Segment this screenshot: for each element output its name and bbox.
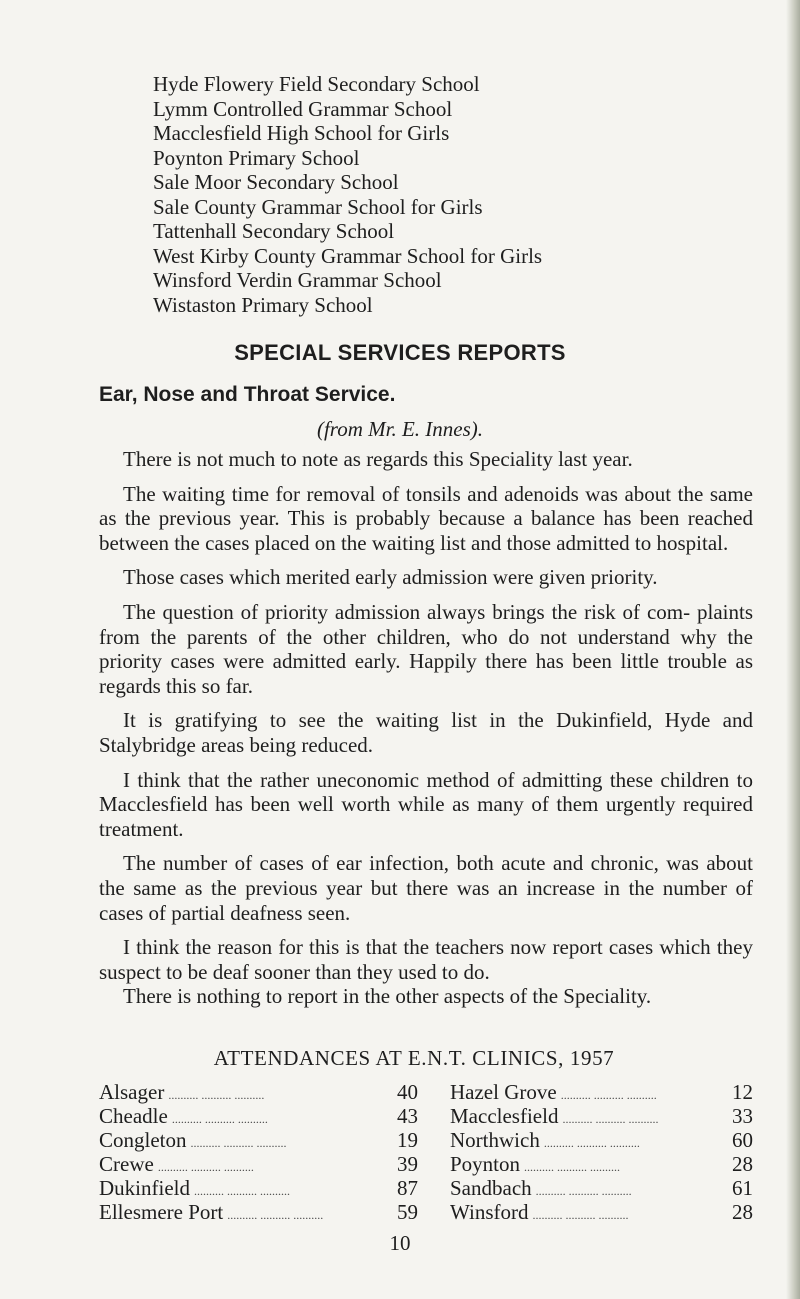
report-attribution: (from Mr. E. Innes). — [316, 417, 484, 441]
dot-leaders: .......... .......... .......... — [157, 1160, 254, 1174]
attendance-row — [450, 1176, 753, 1200]
school-item: Hyde Flowery Field Secondary School — [153, 72, 480, 96]
attendance-count: 61 — [732, 1176, 753, 1200]
clinic-town: Poynton — [450, 1152, 521, 1176]
attendance-row — [450, 1104, 753, 1128]
school-item: Sale County Grammar School for Girls — [153, 194, 483, 219]
paragraph: The question of priority admission always brings the risk of com- plaints from the parents of the other children, who do not understand why the priority cases were admitted early. Happily there has been little trouble as regards this so far. — [99, 599, 753, 698]
attendance-row — [99, 1080, 418, 1104]
dot-leaders: .......... .......... .......... — [190, 1136, 287, 1150]
attendance-count: 60 — [732, 1128, 753, 1152]
clinic-town: Hazel Grove — [450, 1080, 557, 1104]
section-title: SPECIAL SERVICES REPORTS — [234, 340, 566, 365]
attendance-count: 28 — [732, 1200, 753, 1224]
attendance-row — [99, 1128, 418, 1152]
dot-leaders: .......... .......... .......... — [562, 1112, 659, 1126]
report-body — [99, 447, 753, 1019]
school-item: Winsford Verdin Grammar School — [153, 268, 442, 292]
attendance-count: 12 — [732, 1080, 753, 1104]
dot-leaders: .......... .......... .......... — [535, 1184, 632, 1198]
dot-leaders: .......... .......... .......... — [168, 1088, 265, 1102]
paragraph: Those cases which merited early admission were given priority. — [123, 565, 658, 590]
dot-leaders: .......... .......... .......... — [227, 1208, 324, 1222]
attendance-table-title: ATTENDANCES AT E.N.T. CLINICS, 1957 — [213, 1046, 615, 1070]
attendance-column-left — [99, 1080, 418, 1224]
clinic-town: Crewe — [99, 1152, 154, 1176]
attendance-row — [99, 1152, 418, 1176]
attendance-count: 87 — [397, 1176, 418, 1200]
school-item: Poynton Primary School — [153, 145, 360, 170]
dot-leaders: .......... .......... .......... — [524, 1160, 621, 1174]
clinic-town: Cheadle — [99, 1104, 168, 1128]
attendance-count: 39 — [397, 1152, 418, 1176]
dot-leaders: .......... .......... .......... — [532, 1208, 629, 1222]
clinic-town: Alsager — [99, 1080, 165, 1104]
attendance-row — [450, 1080, 753, 1104]
clinic-town: Sandbach — [450, 1176, 532, 1200]
school-item: Sale Moor Secondary School — [153, 170, 399, 194]
dot-leaders: .......... .......... .......... — [543, 1136, 640, 1150]
paragraph: The number of cases of ear infection, both acute and chronic, was about the same as the previous year but there was an increase in the number of cases of partial deafness seen. — [99, 851, 753, 925]
school-list — [153, 72, 753, 317]
page-number: 10 — [389, 1231, 411, 1255]
attendance-count: 19 — [397, 1128, 418, 1152]
clinic-town: Ellesmere Port — [99, 1200, 224, 1224]
service-heading: Ear, Nose and Throat Service. — [99, 383, 396, 406]
attendance-count: 33 — [732, 1104, 753, 1128]
attendance-row — [99, 1104, 418, 1128]
dot-leaders: .......... .......... .......... — [171, 1112, 268, 1126]
attendance-row — [450, 1152, 753, 1176]
page-edge-shadow — [786, 0, 800, 1299]
attendance-count: 40 — [397, 1080, 418, 1104]
attendance-count: 28 — [732, 1152, 753, 1176]
clinic-town: Winsford — [450, 1200, 529, 1224]
attendance-count: 59 — [397, 1200, 418, 1224]
school-item: Wistaston Primary School — [153, 292, 373, 317]
paragraph: I think that the rather uneconomic method of admitting these children to Macclesfield has been well worth while as many of them urgently required treatment. — [99, 767, 753, 841]
attendance-row — [99, 1176, 418, 1200]
school-item: Macclesfield High School for Girls — [153, 121, 450, 145]
dot-leaders: .......... .......... .......... — [193, 1184, 290, 1198]
paragraph: There is not much to note as regards this Speciality last year. — [123, 447, 633, 471]
paragraph: I think the reason for this is that the teachers now report cases which they suspect to be deaf sooner than they used to do. — [99, 935, 753, 984]
attendance-count: 43 — [397, 1104, 418, 1128]
attendance-column-right — [450, 1080, 753, 1224]
attendance-row — [450, 1200, 753, 1224]
attendance-row — [99, 1200, 418, 1224]
clinic-town: Dukinfield — [99, 1176, 190, 1200]
school-item: Lymm Controlled Grammar School — [153, 96, 453, 121]
school-item: West Kirby County Grammar School for Girls — [153, 243, 543, 268]
school-item: Tattenhall Secondary School — [153, 219, 395, 243]
clinic-town: Macclesfield — [450, 1104, 559, 1128]
paragraph: It is gratifying to see the waiting list in the Dukinfield, Hyde and Stalybridge areas being reduced. — [99, 708, 753, 757]
paragraph: There is nothing to report in the other aspects of the Speciality. — [123, 984, 652, 1009]
paragraph: The waiting time for removal of tonsils and adenoids was about the same as the previous year. This is probably because a balance has been reached between the cases placed on the waiting list and those admitted to hospital. — [99, 481, 753, 555]
clinic-town: Congleton — [99, 1128, 187, 1152]
attendance-row — [450, 1128, 753, 1152]
clinic-town: Northwich — [450, 1128, 540, 1152]
dot-leaders: .......... .......... .......... — [560, 1088, 657, 1102]
